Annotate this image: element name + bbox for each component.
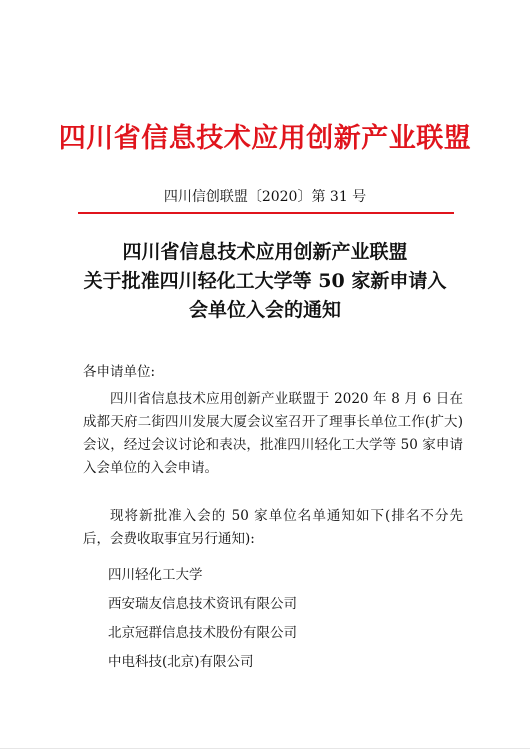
- document-number: 四川信创联盟〔2020〕第 31 号: [163, 189, 367, 205]
- header-divider: [78, 212, 454, 214]
- body-paragraph: 现将新批准入会的 50 家单位名单通知如下(排名不分先后，会费收取事宜另行通知):: [83, 508, 463, 547]
- member-item: 西安瑞友信息技术资讯有限公司: [108, 596, 297, 612]
- title-line: 四川省信息技术应用创新产业联盟: [122, 241, 408, 263]
- org-header: 四川省信息技术应用创新产业联盟: [58, 123, 472, 154]
- member-item: 四川轻化工大学: [108, 567, 203, 583]
- body-paragraph: 四川省信息技术应用创新产业联盟于 2020 年 8 月 6 日在成都天府二街四川发展大厦会议室召开了理事长单位工作(扩大)会议，经过会议讨论和表决，批准四川轻化工大学等 50 家申请入会单位的入会申请。: [83, 391, 463, 476]
- notice-title: [0, 238, 530, 325]
- member-item: 中电科技(北京)有限公司: [108, 654, 254, 670]
- title-line: 关于批准四川轻化工大学等 50 家新申请入: [83, 270, 447, 292]
- member-item: 北京冠群信息技术股份有限公司: [108, 625, 297, 641]
- title-line: 会单位入会的通知: [188, 299, 341, 321]
- member-list: [108, 561, 297, 677]
- salutation: 各申请单位:: [83, 364, 156, 380]
